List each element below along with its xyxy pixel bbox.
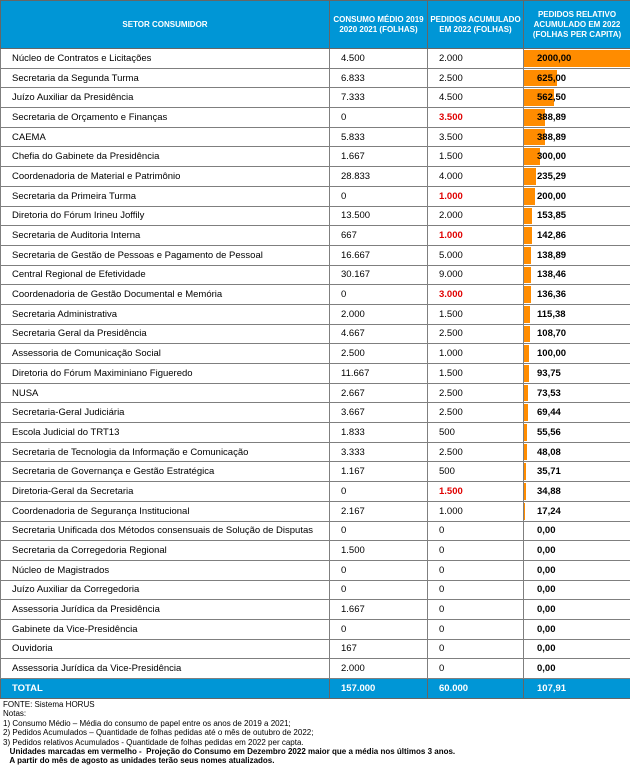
table-row (1, 344, 630, 364)
sector-name: CAEMA (1, 127, 330, 147)
consumo-value: 16.667 (330, 245, 428, 265)
relativo-cell (524, 108, 630, 128)
pedidos-value: 2.500 (428, 68, 524, 88)
consumo-value: 3.333 (330, 442, 428, 462)
sector-name: Diretoria do Fórum Maximiniano Figueredo (1, 364, 330, 384)
sector-name: Secretaria-Geral Judiciária (1, 403, 330, 423)
relativo-cell (524, 403, 630, 423)
pedidos-value: 0 (428, 600, 524, 620)
relativo-cell (524, 580, 630, 600)
relativo-cell (524, 639, 630, 659)
consumo-value: 2.500 (330, 344, 428, 364)
sector-name: Escola Judicial do TRT13 (1, 423, 330, 443)
table-row (1, 521, 630, 541)
table-row (1, 304, 630, 324)
pedidos-value: 500 (428, 423, 524, 443)
sector-name: NUSA (1, 383, 330, 403)
relativo-value: 0,00 (537, 663, 556, 675)
pedidos-value: 2.000 (428, 49, 524, 69)
relativo-cell (524, 147, 630, 167)
relativo-value: 0,00 (537, 584, 556, 596)
consumo-value: 1.667 (330, 600, 428, 620)
consumo-value: 2.667 (330, 383, 428, 403)
pedidos-value: 3.500 (428, 127, 524, 147)
table-row (1, 580, 630, 600)
consumo-value: 1.500 (330, 541, 428, 561)
header-pedidos: PEDIDOS ACUMULADO EM 2022 (FOLHAS) (428, 1, 524, 49)
sector-name: Secretaria de Auditoria Interna (1, 226, 330, 246)
pedidos-value: 0 (428, 639, 524, 659)
header-row (1, 1, 630, 49)
relativo-value: 2000,00 (537, 52, 572, 64)
consumo-value: 0 (330, 285, 428, 305)
notes (0, 700, 630, 766)
pedidos-value: 1.000 (428, 226, 524, 246)
relativo-cell (524, 521, 630, 541)
consumo-value: 1.167 (330, 462, 428, 482)
relativo-value: 138,89 (537, 249, 567, 261)
sector-name: Coordenadoria de Material e Patrimônio (1, 167, 330, 187)
relativo-cell (524, 245, 630, 265)
note-2: 2) Pedidos Acumulados – Quantidade de folhas pedidas até o mês de outubro de 2022; (3, 728, 314, 738)
table-row (1, 206, 630, 226)
sector-name: Secretaria de Orçamento e Finanças (1, 108, 330, 128)
consumo-value: 28.833 (330, 167, 428, 187)
note-3: 3) Pedidos relativos Acumulados - Quantidade de folhas pedidas em 2022 per capta. (3, 737, 304, 747)
relativo-value: 200,00 (537, 190, 567, 202)
note-4: Unidades marcadas em vermelho - Projeção do Consumo em Dezembro 2022 maior que a média nos últimos 3 anos. (3, 747, 456, 757)
relativo-value: 562,50 (537, 92, 567, 104)
sector-name: Assessoria Jurídica da Presidência (1, 600, 330, 620)
relativo-cell (524, 226, 630, 246)
consumo-value: 0 (330, 560, 428, 580)
pedidos-value: 5.000 (428, 245, 524, 265)
relativo-cell (524, 127, 630, 147)
relativo-cell (524, 619, 630, 639)
relativo-cell (524, 304, 630, 324)
consumo-value: 6.833 (330, 68, 428, 88)
relativo-cell (524, 186, 630, 206)
sector-name: Ouvidoria (1, 639, 330, 659)
total-consumo: 157.000 (330, 679, 428, 699)
sector-name: Secretaria Geral da Presidência (1, 324, 330, 344)
table-row (1, 541, 630, 561)
table-row (1, 108, 630, 128)
consumo-value: 0 (330, 619, 428, 639)
sector-name: Gabinete da Vice-Presidência (1, 619, 330, 639)
total-row (1, 679, 630, 699)
relativo-value: 136,36 (537, 289, 567, 301)
pedidos-value: 500 (428, 462, 524, 482)
sector-name: Secretaria de Tecnologia da Informação e Comunicação (1, 442, 330, 462)
pedidos-value: 0 (428, 659, 524, 679)
relativo-value: 55,56 (537, 426, 561, 438)
relativo-value: 34,88 (537, 485, 561, 497)
header-consumo: CONSUMO MÉDIO 2019 2020 2021 (FOLHAS) (330, 1, 428, 49)
relativo-value: 0,00 (537, 604, 556, 616)
consumo-value: 167 (330, 639, 428, 659)
pedidos-value: 2.500 (428, 383, 524, 403)
pedidos-value: 9.000 (428, 265, 524, 285)
sector-name: Coordenadoria de Segurança Institucional (1, 501, 330, 521)
consumo-value: 13.500 (330, 206, 428, 226)
table-row (1, 403, 630, 423)
table-row (1, 147, 630, 167)
relativo-value: 69,44 (537, 407, 561, 419)
table-row (1, 482, 630, 502)
pedidos-value: 2.500 (428, 442, 524, 462)
table-row (1, 245, 630, 265)
relativo-value: 0,00 (537, 623, 556, 635)
relativo-value: 17,24 (537, 505, 561, 517)
relativo-value: 48,08 (537, 446, 561, 458)
pedidos-value: 3.500 (428, 108, 524, 128)
table-row (1, 462, 630, 482)
relativo-cell (524, 324, 630, 344)
consumo-value: 0 (330, 580, 428, 600)
consumo-value: 7.333 (330, 88, 428, 108)
pedidos-value: 0 (428, 560, 524, 580)
relativo-value: 388,89 (537, 131, 567, 143)
relativo-value: 35,71 (537, 466, 561, 478)
relativo-cell (524, 383, 630, 403)
consumo-value: 5.833 (330, 127, 428, 147)
pedidos-value: 1.000 (428, 344, 524, 364)
pedidos-value: 4.000 (428, 167, 524, 187)
pedidos-value: 0 (428, 580, 524, 600)
relativo-cell (524, 442, 630, 462)
pedidos-value: 0 (428, 541, 524, 561)
relativo-value: 73,53 (537, 387, 561, 399)
pedidos-value: 0 (428, 619, 524, 639)
relativo-cell (524, 501, 630, 521)
relativo-value: 142,86 (537, 230, 567, 242)
table-row (1, 285, 630, 305)
relativo-value: 0,00 (537, 643, 556, 655)
sector-name: Secretaria Unificada dos Métodos consensuais de Solução de Disputas (1, 521, 330, 541)
consumo-value: 4.500 (330, 49, 428, 69)
table-row (1, 639, 630, 659)
consumo-value: 0 (330, 186, 428, 206)
sector-name: Núcleo de Magistrados (1, 560, 330, 580)
sector-name: Diretoria-Geral da Secretaria (1, 482, 330, 502)
relativo-cell (524, 285, 630, 305)
sector-name: Juízo Auxiliar da Presidência (1, 88, 330, 108)
table-row (1, 167, 630, 187)
pedidos-value: 1.000 (428, 501, 524, 521)
sector-name: Secretaria da Corregedoria Regional (1, 541, 330, 561)
relativo-cell (524, 344, 630, 364)
relativo-cell (524, 659, 630, 679)
table-row (1, 186, 630, 206)
relativo-cell (524, 541, 630, 561)
relativo-value: 235,29 (537, 170, 567, 182)
header-sector: SETOR CONSUMIDOR (1, 1, 330, 49)
sector-name: Secretaria de Governança e Gestão Estratégica (1, 462, 330, 482)
relativo-value: 0,00 (537, 545, 556, 557)
consumo-value: 0 (330, 108, 428, 128)
relativo-value: 300,00 (537, 151, 567, 163)
table-row (1, 600, 630, 620)
pedidos-value: 2.500 (428, 324, 524, 344)
table-row (1, 127, 630, 147)
relativo-cell (524, 423, 630, 443)
sector-name: Secretaria Administrativa (1, 304, 330, 324)
total-pedidos: 60.000 (428, 679, 524, 699)
total-label: TOTAL (1, 679, 330, 699)
sector-name: Chefia do Gabinete da Presidência (1, 147, 330, 167)
table-row (1, 659, 630, 679)
note-5: A partir do mês de agosto as unidades terão seus nomes atualizados. (3, 756, 275, 766)
consumo-value: 0 (330, 521, 428, 541)
pedidos-value: 2.000 (428, 206, 524, 226)
sector-name: Secretaria da Primeira Turma (1, 186, 330, 206)
relativo-value: 93,75 (537, 367, 561, 379)
relativo-value: 108,70 (537, 328, 567, 340)
relativo-value: 0,00 (537, 564, 556, 576)
relativo-value: 388,89 (537, 111, 567, 123)
relativo-cell (524, 482, 630, 502)
relativo-value: 115,38 (537, 308, 566, 320)
sector-name: Diretoria do Fórum Irineu Joffily (1, 206, 330, 226)
pedidos-value: 0 (428, 521, 524, 541)
relativo-cell (524, 560, 630, 580)
consumo-value: 2.167 (330, 501, 428, 521)
note-1: 1) Consumo Médio – Média do consumo de papel entre os anos de 2019 a 2021; (3, 718, 291, 728)
relativo-cell (524, 49, 630, 69)
sector-name: Secretaria de Gestão de Pessoas e Pagamento de Pessoal (1, 245, 330, 265)
table-row (1, 560, 630, 580)
table-row (1, 423, 630, 443)
consumo-value: 1.667 (330, 147, 428, 167)
table-row (1, 619, 630, 639)
header-relativo: PEDIDOS RELATIVO ACUMULADO EM 2022 (FOLHAS PER CAPITA) (524, 1, 630, 49)
sector-name: Assessoria de Comunicação Social (1, 344, 330, 364)
consumo-value: 0 (330, 482, 428, 502)
relativo-cell (524, 364, 630, 384)
pedidos-value: 1.500 (428, 364, 524, 384)
relativo-value: 0,00 (537, 525, 556, 537)
relativo-value: 153,85 (537, 210, 567, 222)
pedidos-value: 1.000 (428, 186, 524, 206)
table-row (1, 226, 630, 246)
pedidos-value: 1.500 (428, 147, 524, 167)
table-row (1, 501, 630, 521)
consumo-value: 3.667 (330, 403, 428, 423)
pedidos-value: 4.500 (428, 88, 524, 108)
pedidos-value: 1.500 (428, 482, 524, 502)
consumo-value: 1.833 (330, 423, 428, 443)
pedidos-value: 1.500 (428, 304, 524, 324)
relativo-cell (524, 206, 630, 226)
table-row (1, 364, 630, 384)
note-fonte: FONTE: Sistema HORUS (3, 700, 95, 709)
table-row (1, 324, 630, 344)
sector-name: Coordenadoria de Gestão Documental e Memória (1, 285, 330, 305)
consumo-value: 667 (330, 226, 428, 246)
table-row (1, 265, 630, 285)
consumo-value: 2.000 (330, 304, 428, 324)
relativo-cell (524, 462, 630, 482)
table-row (1, 49, 630, 69)
pedidos-value: 3.000 (428, 285, 524, 305)
table-row (1, 442, 630, 462)
relativo-cell (524, 88, 630, 108)
consumo-value: 30.167 (330, 265, 428, 285)
total-relativo-cell (524, 679, 630, 699)
total-relativo: 107,91 (537, 683, 567, 694)
relativo-cell (524, 600, 630, 620)
consumo-value: 2.000 (330, 659, 428, 679)
note-title: Notas: (3, 709, 27, 719)
consumo-value: 4.667 (330, 324, 428, 344)
table-row (1, 88, 630, 108)
sector-name: Núcleo de Contratos e Licitações (1, 49, 330, 69)
sector-name: Secretaria da Segunda Turma (1, 68, 330, 88)
pedidos-value: 2.500 (428, 403, 524, 423)
relativo-cell (524, 68, 630, 88)
sector-name: Assessoria Jurídica da Vice-Presidência (1, 659, 330, 679)
relativo-value: 138,46 (537, 269, 567, 281)
relativo-value: 100,00 (537, 348, 567, 360)
sector-name: Juízo Auxiliar da Corregedoria (1, 580, 330, 600)
sector-name: Central Regional de Efetividade (1, 265, 330, 285)
relativo-cell (524, 265, 630, 285)
relativo-cell (524, 167, 630, 187)
table-row (1, 383, 630, 403)
relativo-value: 625,00 (537, 72, 567, 84)
consumo-value: 11.667 (330, 364, 428, 384)
table-row (1, 68, 630, 88)
